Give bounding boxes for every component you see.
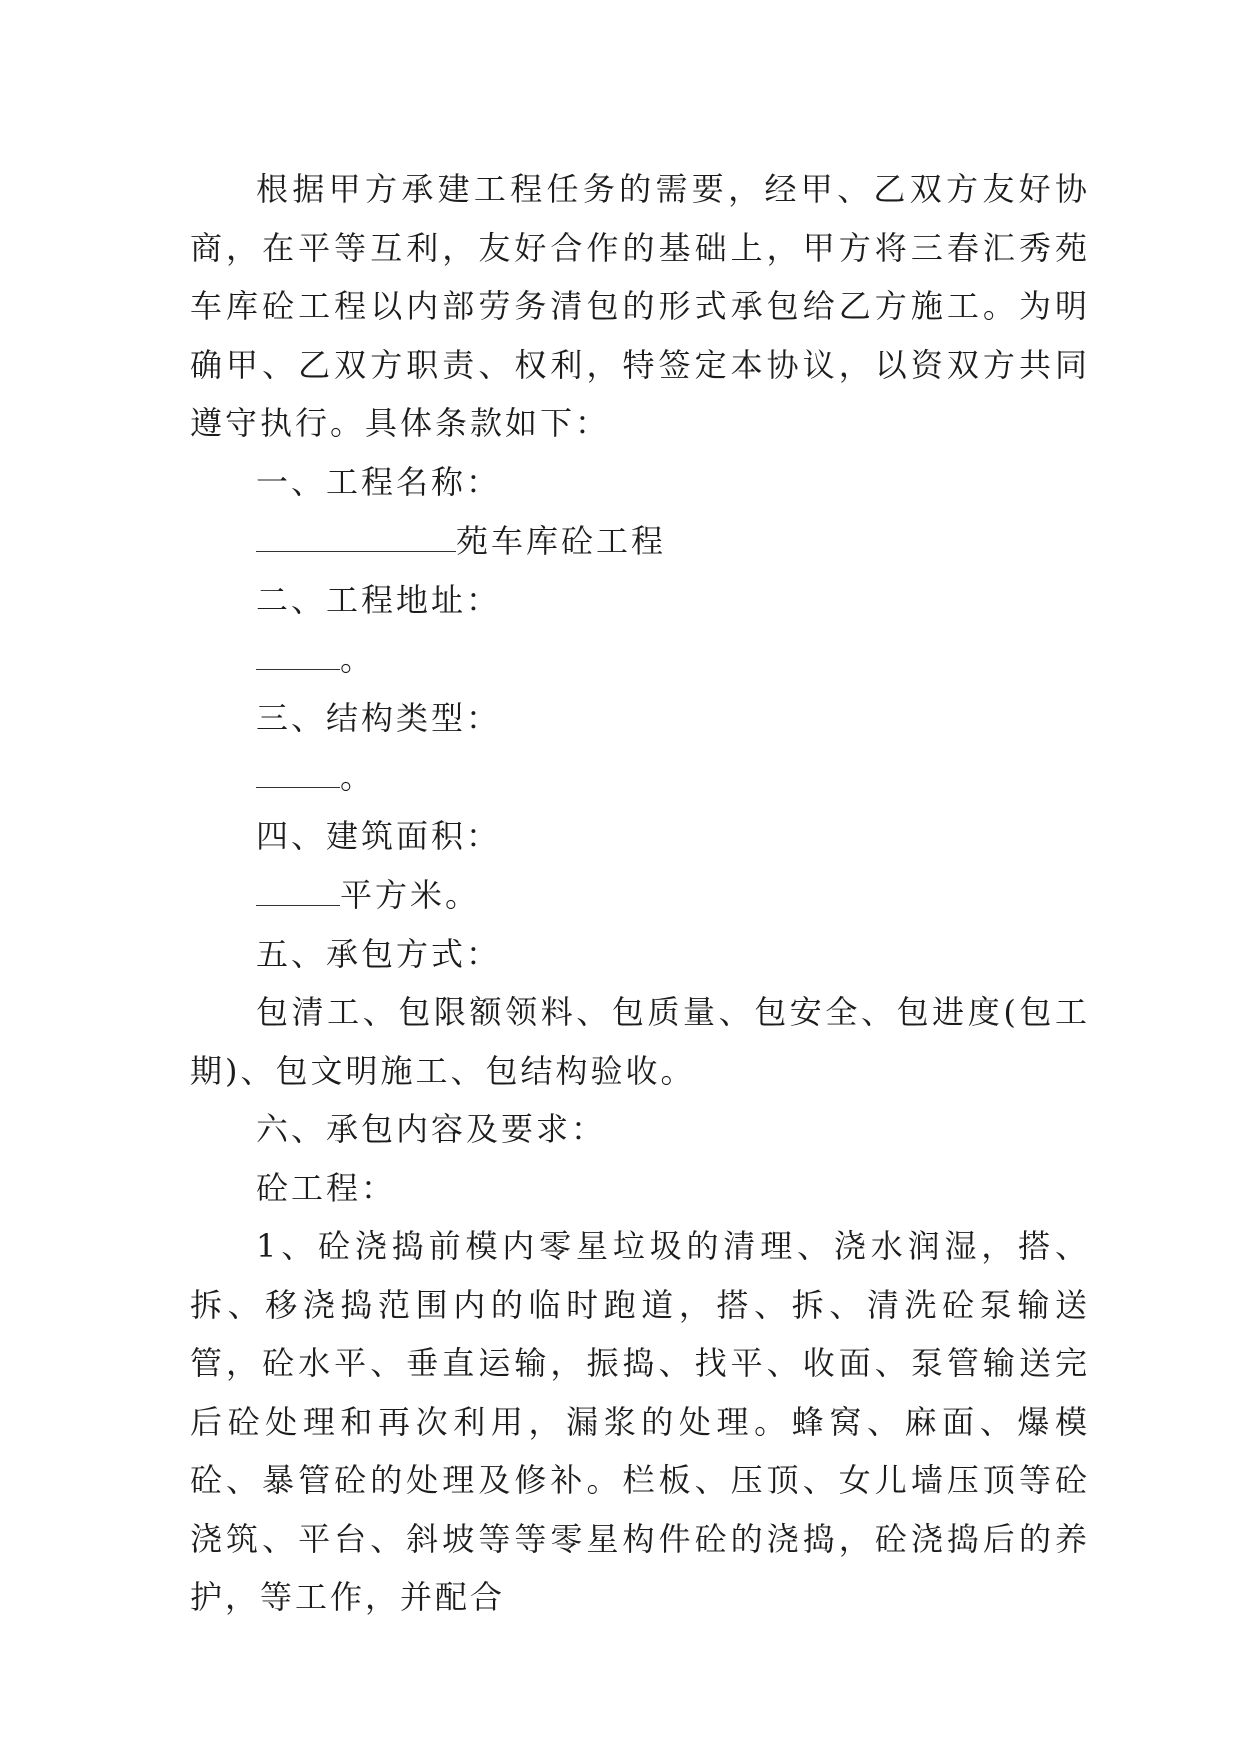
document-body [190,160,1090,1627]
section-heading-contract-scope: 六、承包内容及要求： [256,1110,607,1148]
section-heading-building-area: 四、建筑面积： [256,816,502,855]
blank-underline [256,629,340,670]
project-name-line [190,511,1090,571]
project-name-value: 苑车库砼工程 [456,522,667,560]
blank-underline [256,511,456,552]
section-heading-project-name: 一、工程名称： [256,462,502,501]
building-area-line [190,865,1090,925]
item-1-paragraph: 1、砼浇捣前模内零星垃圾的清理、浇水润湿，搭、拆、移浇捣范围内的临时跑道，搭、拆、清洗砼泵输送管，砼水平、垂直运输，振捣、找平、收面、泵管输送完后砼处理和再次利用，漏浆的处理。蜂窝、麻面、爆模砼、暴管砼的处理及修补。栏板、压顶、女儿墙压顶等砼浇筑、平台、斜坡等等零星构件砼的浇捣，砼浇捣后的养护，等工作，并配合 [190,1227,1090,1616]
blank-underline [256,747,340,788]
subsection-heading-concrete: 砼工程： [256,1168,397,1207]
section-heading-project-address: 二、工程地址： [256,580,502,619]
contract-method-paragraph: 包清工、包限额领料、包质量、包安全、包进度(包工期)、包文明施工、包结构验收。 [190,993,1090,1090]
section-heading-structure-type: 三、结构类型： [256,698,502,737]
structure-type-line [190,747,1090,807]
blank-underline [256,865,340,906]
project-address-value: 。 [340,640,376,678]
structure-type-value: 。 [340,758,376,796]
project-address-line [190,629,1090,689]
building-area-value: 平方米。 [340,876,481,914]
intro-paragraph: 根据甲方承建工程任务的需要，经甲、乙双方友好协商，在平等互利，友好合作的基础上，甲方将三春汇秀苑车库砼工程以内部劳务清包的形式承包给乙方施工。为明确甲、乙双方职责、权利，特签定本协议，以资双方共同遵守执行。具体条款如下： [190,170,1090,442]
section-heading-contract-method: 五、承包方式： [256,934,502,973]
